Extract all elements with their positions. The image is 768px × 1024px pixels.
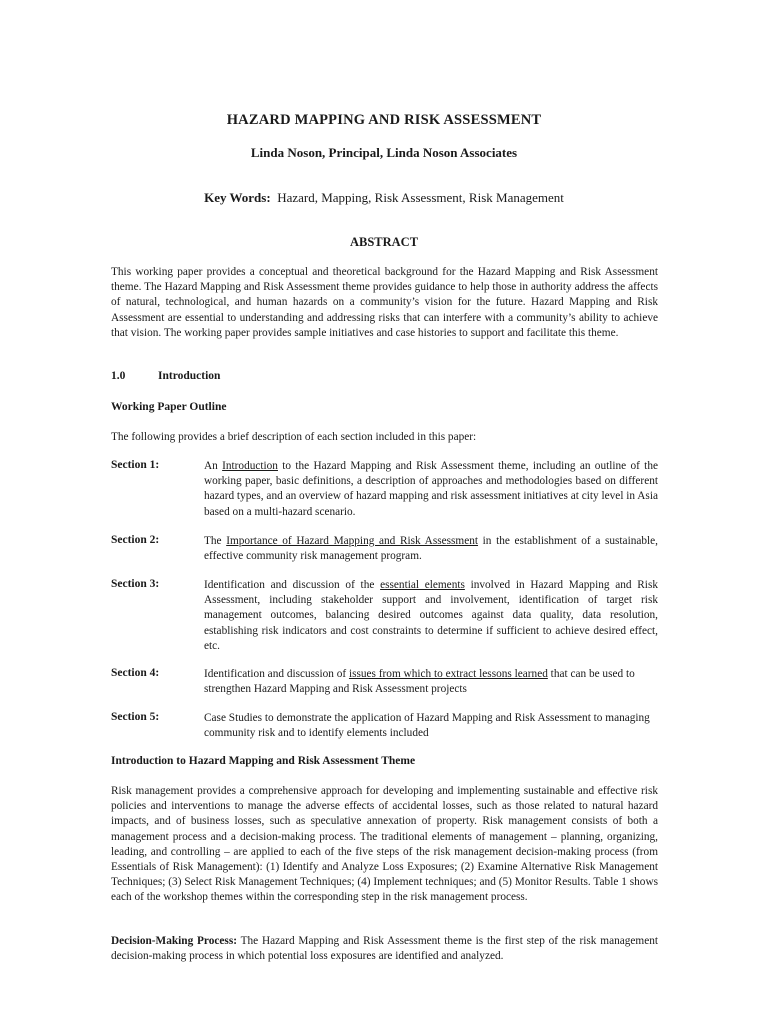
- keywords-label: Key Words:: [204, 190, 271, 205]
- intro-theme-text: Risk management provides a comprehensive approach for developing and implementing sustainable and effective risk policies and interventions to manage the adverse effects of accidental losses, such as those related to natural hazard impacts, and of business losses, such as speculative annexation of property. Risk management consists of both a management process and a decision-making process. The traditional elements of management – planning, organizing, leading, and controlling – are applied to each of the five steps of the risk management decision-making process (from Essentials of Risk Management): (1) Identify and Analyze Loss Exposures; (2) Examine Alternative Risk Management Techniques; (3) Select Risk Management Techniques; (4) Implement techniques; and (5) Monitor Results. Table 1 shows each of the workshop themes within the corresponding step in the risk management process.: [111, 785, 658, 904]
- section-3-link[interactable]: essential elements: [380, 579, 465, 591]
- keywords-line: [0, 190, 768, 206]
- section-1-label: Section 1:: [111, 459, 160, 471]
- section-1-text: [204, 459, 658, 520]
- section-3-pre: Identification and discussion of the: [204, 579, 381, 591]
- section-3-post: involved in Hazard Mapping and Risk Assessment, including stakeholder support and involvement, identification of target risk management outcomes, balancing desired outcomes against data quality, data resolution, establishing risk indicators and cost constraints to determine if sufficient to achieve desired effect, etc.: [204, 579, 658, 652]
- section-4-post: that can be used to strengthen Hazard Mapping and Risk Assessment projects: [204, 668, 635, 696]
- abstract-heading: ABSTRACT: [349, 235, 419, 249]
- section-2-post: in the establishment of a sustainable, effective community risk management program.: [204, 535, 658, 563]
- section-1-post: to the Hazard Mapping and Risk Assessment theme, including an outline of the working paper, basic definitions, a description of approaches and methodologies based on different hazard types, and an overview of hazard mapping and risk assessment initiatives at city level in Asia based on a multi-hazard scenario.: [204, 460, 658, 518]
- page-title: HAZARD MAPPING AND RISK ASSESSMENT: [226, 112, 542, 128]
- section-2-label: Section 2:: [111, 534, 160, 546]
- decision-label: Decision-Making Process:: [111, 935, 237, 947]
- decision-text: The Hazard Mapping and Risk Assessment theme is the first step of the risk management decision-making process in which potential loss exposures are identified and analyzed.: [111, 935, 658, 963]
- decision-paragraph: [111, 934, 658, 964]
- section-3-label: Section 3:: [111, 578, 160, 590]
- outline-heading: Working Paper Outline: [111, 401, 227, 413]
- section-4-pre: Identification and discussion of: [204, 668, 349, 680]
- section-5-text: [204, 711, 658, 741]
- section-1-link[interactable]: Introduction: [222, 460, 278, 472]
- abstract-text: This working paper provides a conceptual and theoretical background for the Hazard Mapping and Risk Assessment theme. The Hazard Mapping and Risk Assessment theme provides guidance to help those in authority address the affects of natural, technological, and human hazards on a community’s vision for the future. Hazard Mapping and Risk Assessment are essential to understanding and addressing risks that can interfere with a community’s ability to achieve that vision. The working paper provides sample initiatives and case histories to support and facilitate this theme.: [111, 266, 658, 339]
- section-4-text: [204, 667, 658, 697]
- outline-lead: The following provides a brief description of each section included in this paper:: [111, 431, 477, 443]
- section-heading-introduction: Introduction: [158, 370, 221, 382]
- keywords-value: Hazard, Mapping, Risk Assessment, Risk Management: [277, 190, 564, 205]
- author-line: Linda Noson, Principal, Linda Noson Associates: [250, 145, 518, 160]
- section-2-link[interactable]: Importance of Hazard Mapping and Risk Assessment: [226, 535, 479, 547]
- section-2-text: [204, 534, 658, 564]
- section-1-pre: An: [204, 460, 223, 472]
- section-5-pre: Case Studies to demonstrate the application of Hazard Mapping and Risk Assessment to managing community risk and to identify elements included: [204, 712, 650, 740]
- section-5-label: Section 5:: [111, 711, 160, 723]
- section-number: 1.0: [111, 370, 126, 382]
- section-4-label: Section 4:: [111, 667, 160, 679]
- section-2-pre: The: [204, 535, 227, 547]
- section-3-text: [204, 578, 658, 654]
- section-4-link[interactable]: issues from which to extract lessons learned: [348, 668, 548, 680]
- intro-theme-heading: Introduction to Hazard Mapping and Risk Assessment Theme: [111, 755, 416, 767]
